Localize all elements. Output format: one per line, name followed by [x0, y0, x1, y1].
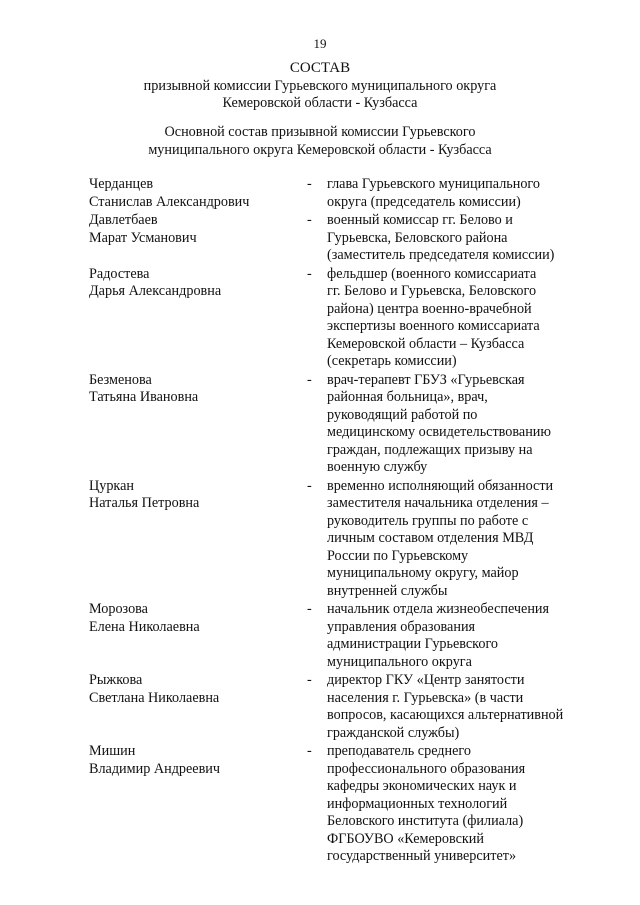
member-position-line: военную службу	[327, 459, 428, 475]
members-list	[89, 176, 589, 867]
member-position-line: районная больница», врач,	[327, 389, 488, 405]
member-position-line: (секретарь комиссии)	[327, 353, 457, 369]
member-position-line: муниципального округа	[327, 653, 472, 670]
member-name	[89, 176, 307, 211]
member-name	[89, 266, 307, 371]
member-row	[89, 372, 589, 477]
member-position-line: внутренней службы	[327, 582, 448, 599]
member-position-line: заместителя начальника отделения –	[327, 495, 549, 511]
member-row	[89, 212, 589, 265]
member-position-line: района) центра военно-врачебной	[327, 300, 532, 317]
member-position-line: фельдшер (военного комиссариата	[327, 265, 537, 282]
document-title: СОСТАВ	[289, 60, 351, 76]
member-name-line: Татьяна Ивановна	[89, 389, 199, 405]
member-position-line: экспертизы военного комиссариата	[327, 318, 540, 334]
member-position-line: ФГБОУВО «Кемеровский	[327, 830, 484, 847]
member-position-line: кафедры экономических наук и	[327, 778, 517, 794]
member-name-line: Елена Николаевна	[89, 618, 200, 635]
member-name-line: Морозова	[89, 601, 148, 617]
member-position-line: населения г. Гурьевска» (в части	[327, 689, 524, 706]
member-dash: -	[307, 176, 312, 192]
member-position-line: личным составом отделения МВД	[327, 530, 534, 546]
member-position-line: руководитель группы по работе с	[327, 512, 529, 529]
member-position	[327, 176, 589, 211]
member-position	[327, 372, 589, 477]
member-dash: -	[307, 371, 312, 388]
member-row	[89, 478, 589, 601]
member-position-line: государственный университет»	[327, 848, 517, 864]
member-position-line: преподаватель среднего	[327, 743, 471, 759]
member-dash: -	[307, 743, 312, 759]
document-header	[0, 60, 640, 113]
member-position-line: военный комиссар гг. Белово и	[327, 212, 513, 228]
member-dash: -	[307, 672, 312, 688]
member-name-line: Станислав Александрович	[89, 193, 250, 210]
member-name-line: Давлетбаев	[89, 212, 158, 228]
member-position	[327, 672, 589, 742]
member-position-line: начальник отдела жизнеобеспечения	[327, 601, 550, 617]
member-position	[327, 478, 589, 601]
member-position-line: глава Гурьевского муниципального	[327, 176, 540, 192]
member-name	[89, 601, 307, 671]
member-dash: -	[307, 477, 312, 494]
member-row	[89, 601, 589, 671]
member-dash: -	[307, 212, 312, 228]
document-title-line-1: призывной комиссии Гурьевского муниципального округа	[143, 77, 497, 94]
member-name	[89, 672, 307, 742]
member-position	[327, 743, 589, 866]
member-position-line: директор ГКУ «Центр занятости	[327, 672, 525, 688]
member-position-line: округа (председатель комиссии)	[327, 193, 521, 210]
member-name-line: Светлана Николаевна	[89, 689, 220, 706]
member-position-line: гражданской службы)	[327, 724, 460, 741]
member-name-line: Наталья Петровна	[89, 495, 200, 511]
member-position-line: гг. Белово и Гурьевска, Беловского	[327, 283, 537, 299]
member-row	[89, 176, 589, 211]
member-dash: -	[307, 265, 312, 282]
member-position-line: администрации Гурьевского	[327, 636, 499, 652]
member-name-line: Безменова	[89, 371, 152, 388]
member-dash: -	[307, 601, 312, 617]
member-name-line: Рыжкова	[89, 672, 143, 688]
member-position-line: Кемеровской области – Кузбасса	[327, 335, 525, 352]
member-position-line: муниципальному округу, майор	[327, 565, 519, 581]
member-name	[89, 372, 307, 477]
member-row	[89, 672, 589, 742]
member-position-line: России по Гурьевскому	[327, 547, 469, 564]
section-heading-line-1: Основной состав призывной комиссии Гурьевского	[164, 124, 476, 140]
document-title-line-2: Кемеровской области - Кузбасса	[222, 95, 418, 111]
member-position-line: граждан, подлежащих призыву на	[327, 441, 533, 458]
section-heading	[0, 124, 640, 159]
member-position	[327, 212, 589, 265]
member-name-line: Мишин	[89, 743, 136, 759]
member-position-line: управления образования	[327, 618, 476, 635]
member-position-line: информационных технологий	[327, 795, 508, 812]
member-name-line: Радостева	[89, 265, 150, 282]
member-name-line: Дарья Александровна	[89, 283, 222, 299]
member-position-line: руководящий работой по	[327, 406, 478, 423]
member-position-line: врач-терапевт ГБУЗ «Гурьевская	[327, 371, 525, 388]
member-name-line: Владимир Андреевич	[89, 760, 221, 777]
member-row	[89, 743, 589, 866]
member-name	[89, 212, 307, 265]
member-position-line: Беловского института (филиала)	[327, 813, 524, 829]
member-name-line: Черданцев	[89, 176, 154, 192]
member-name-line: Марат Усманович	[89, 229, 197, 246]
section-heading-line-2: муниципального округа Кемеровской области - Кузбасса	[148, 141, 492, 158]
member-position-line: временно исполняющий обязанности	[327, 477, 554, 494]
member-position-line: (заместитель председателя комиссии)	[327, 247, 555, 263]
page-number: 19	[313, 36, 327, 51]
member-position-line: профессионального образования	[327, 760, 526, 777]
member-name	[89, 743, 307, 866]
member-position-line: вопросов, касающихся альтернативной	[327, 707, 564, 723]
member-position-line: Гурьевска, Беловского района	[327, 229, 508, 246]
member-position-line: медицинскому освидетельствованию	[327, 424, 551, 440]
member-name	[89, 478, 307, 601]
member-position	[327, 266, 589, 371]
member-row	[89, 266, 589, 371]
member-position	[327, 601, 589, 671]
member-name-line: Цуркан	[89, 477, 135, 494]
